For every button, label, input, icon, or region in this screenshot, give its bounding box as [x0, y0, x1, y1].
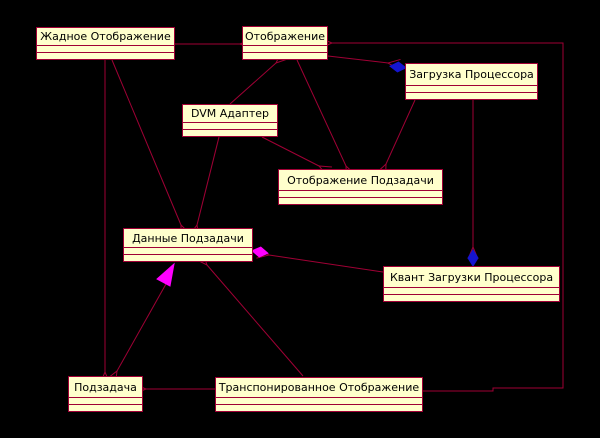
- operations-compartment: [279, 197, 442, 204]
- edge-mapping-to-subtask-mapping[interactable]: [297, 60, 346, 166]
- edge-dvm-adapter-to-mapping[interactable]: [230, 63, 276, 104]
- attributes-compartment: [279, 190, 442, 197]
- class-mapping[interactable]: [242, 26, 328, 60]
- edge-mapping-to-processor-load[interactable]: [328, 56, 388, 63]
- class-subtask-mapping[interactable]: [278, 169, 443, 205]
- attributes-compartment: [183, 122, 277, 129]
- class-processor-load-quantum-label: Квант Загрузки Процессора: [389, 270, 554, 284]
- attributes-compartment: [243, 45, 327, 52]
- operations-compartment: [243, 52, 327, 59]
- operations-compartment: [216, 404, 422, 411]
- operations-compartment: [183, 129, 277, 136]
- edge-dvm-adapter-to-subtask-mapping[interactable]: [262, 137, 319, 166]
- class-transposed-mapping[interactable]: [215, 377, 423, 412]
- edge-dvm-adapter-to-subtask-data[interactable]: [197, 137, 219, 225]
- attributes-compartment: [37, 45, 174, 52]
- class-subtask[interactable]: [68, 376, 143, 412]
- class-greedy-mapping[interactable]: [36, 27, 175, 60]
- generalization-triangle-icon: [157, 264, 174, 286]
- edge-quantum-to-subtask-data[interactable]: [269, 255, 383, 272]
- class-dvm-adapter[interactable]: [182, 104, 278, 137]
- operations-compartment: [124, 254, 252, 261]
- composition-diamond-icon: [390, 61, 407, 73]
- edge-transposed-mapping-to-subtask-data[interactable]: [207, 265, 303, 376]
- operations-compartment: [37, 52, 174, 59]
- class-dvm-adapter-label: DVM Адаптер: [190, 107, 269, 120]
- class-subtask-label: Подзадача: [74, 380, 137, 394]
- attributes-compartment: [406, 85, 537, 92]
- class-transposed-mapping-label: Транспонированное Отображение: [218, 381, 420, 394]
- class-processor-load-label: Загрузка Процессора: [409, 68, 534, 81]
- class-subtask-mapping-label: Отображение Подзадачи: [287, 173, 434, 187]
- operations-compartment: [406, 92, 537, 99]
- edge-processor-load-to-subtask-mapping[interactable]: [386, 100, 415, 164]
- attributes-compartment: [69, 397, 142, 404]
- class-greedy-mapping-label: Жадное Отображение: [40, 30, 171, 43]
- composition-diamond-icon: [468, 250, 478, 266]
- operations-compartment: [69, 404, 142, 411]
- edge-subtask-to-subtask-data-generalization[interactable]: [117, 284, 166, 371]
- aggregation-diamond-icon: [251, 246, 268, 258]
- attributes-compartment: [216, 397, 422, 404]
- class-mapping-label: Отображение: [244, 29, 326, 43]
- attributes-compartment: [124, 247, 252, 254]
- class-processor-load-quantum[interactable]: [383, 266, 560, 302]
- attributes-compartment: [384, 287, 559, 294]
- edge-greedy-mapping-to-subtask-data[interactable]: [112, 60, 181, 225]
- class-subtask-data-label: Данные Подзадачи: [132, 231, 244, 245]
- operations-compartment: [384, 294, 559, 301]
- class-processor-load[interactable]: [405, 63, 538, 100]
- class-subtask-data[interactable]: [123, 228, 253, 262]
